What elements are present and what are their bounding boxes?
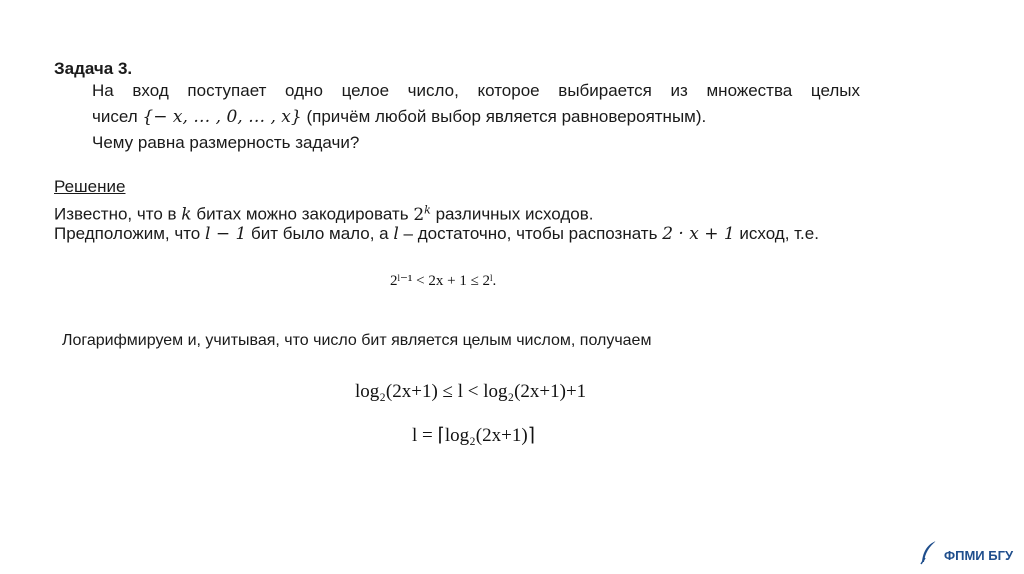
solution-line-1-b: битах можно закодировать bbox=[196, 204, 409, 224]
formula-log-bounds: log₂(2x+1) ≤ l < log₂(2x+1)+1 bbox=[355, 381, 587, 402]
task-line-2-suffix: (причём любой выбор является равновероятным). bbox=[306, 107, 707, 126]
footer-logo-text: ФПМИ БГУ bbox=[944, 548, 1014, 563]
solution-line-2-c: – достаточно, чтобы распознать bbox=[403, 224, 658, 243]
feather-icon bbox=[918, 540, 940, 571]
inequality-formula: 2ˡ⁻¹ < 2x + 1 ≤ 2ˡ. bbox=[390, 273, 497, 289]
solution-line-2-b: бит было мало, а bbox=[251, 224, 389, 243]
task-set-expression: {− x, … , 0, … , x} bbox=[142, 107, 302, 127]
task-line-1: На вход поступает одно целое число, которое выбирается из множества целых bbox=[92, 81, 860, 100]
task-line-2 bbox=[92, 106, 706, 128]
solution-line-2-a: Предположим, что bbox=[54, 224, 201, 243]
logarithm-text: Логарифмируем и, учитывая, что число бит является целым числом, получаем bbox=[62, 332, 652, 349]
solution-line-1 bbox=[54, 199, 594, 226]
task-question: Чему равна размерность задачи? bbox=[92, 133, 360, 152]
solution-heading: Решение bbox=[54, 177, 126, 196]
var-k: k bbox=[181, 204, 192, 225]
solution-line-2 bbox=[54, 223, 819, 245]
expr-l-minus-1: l − 1 bbox=[204, 224, 247, 244]
footer-logo bbox=[918, 540, 1013, 571]
solution-line-1-a: Известно, что в bbox=[54, 204, 177, 224]
solution-line-2-d: исход, т.е. bbox=[739, 224, 819, 243]
power-2k bbox=[413, 205, 431, 225]
power-exponent: k bbox=[424, 203, 431, 216]
solution-line-1-c: различных исходов. bbox=[435, 204, 594, 224]
task-title: Задача 3. bbox=[54, 59, 133, 78]
formula-ceiling: l = ⌈log₂(2x+1)⌉ bbox=[412, 425, 536, 446]
var-l: l bbox=[393, 224, 399, 244]
task-line-2-prefix: чисел bbox=[92, 107, 138, 126]
power-base: 2 bbox=[413, 204, 425, 225]
expr-2x-plus-1: 2 · x + 1 bbox=[662, 224, 735, 244]
